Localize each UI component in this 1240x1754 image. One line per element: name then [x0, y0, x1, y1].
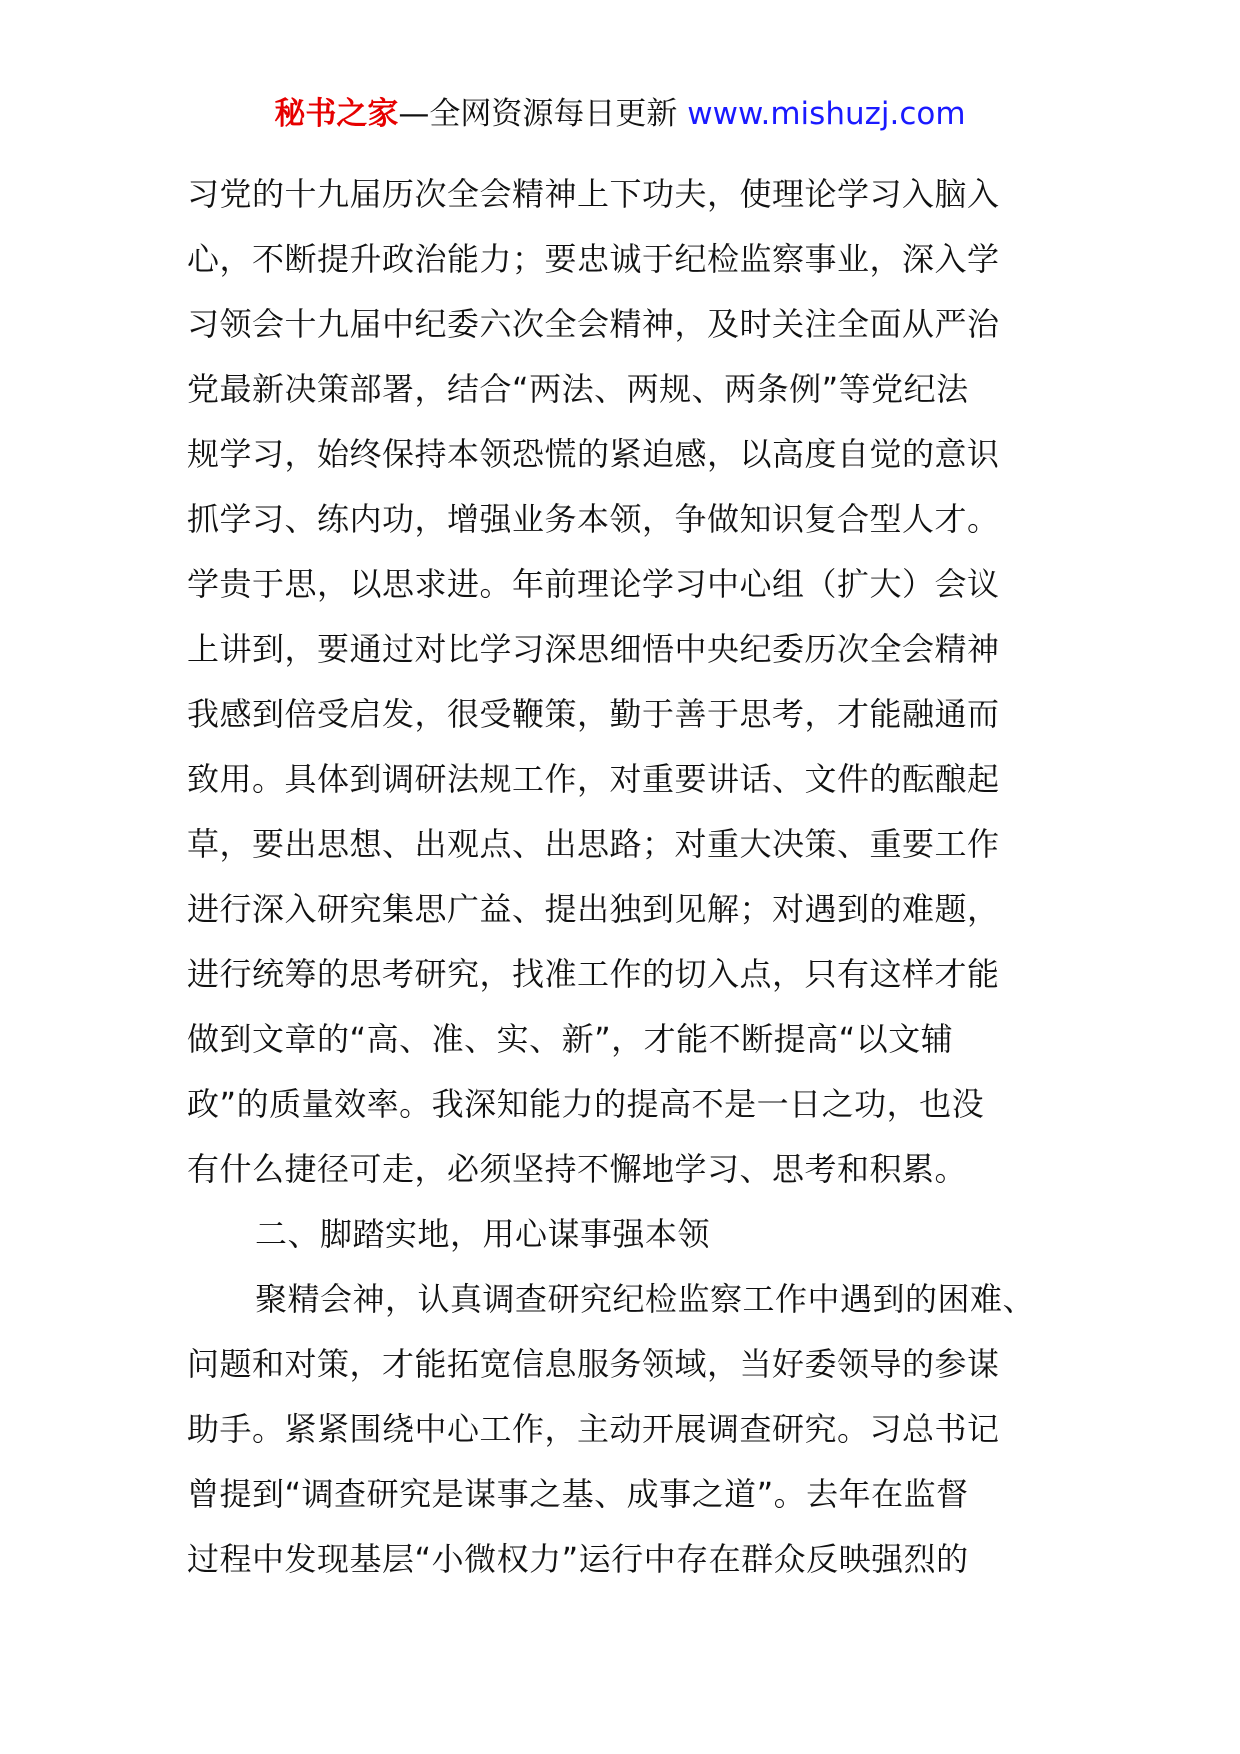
- text-line: 习党的十九届历次全会精神上下功夫，使理论学习入脑入: [187, 175, 1000, 213]
- text-line: 上讲到，要通过对比学习深思细悟中央纪委历次全会精神: [187, 630, 1000, 668]
- text-line: 草，要出思想、出观点、出思路；对重大决策、重要工作: [187, 825, 1000, 863]
- text-line: 我感到倍受启发，很受鞭策，勤于善于思考，才能融通而: [187, 695, 1000, 733]
- text-line: 进行深入研究集思广益、提出独到见解；对遇到的难题，: [187, 890, 1000, 928]
- text-line: 政”的质量效率。我深知能力的提高不是一日之功，也没: [187, 1085, 985, 1123]
- text-line: 抓学习、练内功，增强业务本领，争做知识复合型人才。: [187, 500, 1000, 538]
- document-body: [187, 162, 1067, 1592]
- paragraph-first-line: 聚精会神，认真调查研究纪检监察工作中遇到的困难、: [255, 1280, 1036, 1318]
- text-line: 学贵于思，以思求进。年前理论学习中心组（扩大）会议: [187, 565, 1000, 603]
- text-line: 进行统筹的思考研究，找准工作的切入点，只有这样才能: [187, 955, 1000, 993]
- site-header: [0, 92, 1240, 136]
- text-line: 致用。具体到调研法规工作，对重要讲话、文件的酝酿起: [187, 760, 1000, 798]
- text-line: 党最新决策部署，结合“两法、两规、两条例”等党纪法: [187, 370, 969, 408]
- text-line: 习领会十九届中纪委六次全会精神，及时关注全面从严治: [187, 305, 1000, 343]
- text-line: 心，不断提升政治能力；要忠诚于纪检监察事业，深入学: [187, 240, 1000, 278]
- site-brand: 秘书之家: [274, 96, 399, 132]
- text-line: 规学习，始终保持本领恐慌的紧迫感，以高度自觉的意识: [187, 435, 1000, 473]
- site-url-link[interactable]: www.mishuzj.com: [687, 96, 966, 132]
- text-line: 做到文章的“高、准、实、新”，才能不断提高“以文辅: [187, 1020, 954, 1058]
- text-line: 问题和对策，才能拓宽信息服务领域，当好委领导的参谋: [187, 1345, 1000, 1383]
- text-line: 有什么捷径可走，必须坚持不懈地学习、思考和积累。: [187, 1150, 968, 1188]
- site-slogan: —全网资源每日更新: [398, 96, 688, 132]
- section-heading: 二、脚踏实地，用心谋事强本领: [255, 1215, 711, 1253]
- text-line: 曾提到“调查研究是谋事之基、成事之道”。去年在监督: [187, 1475, 969, 1513]
- text-line: 过程中发现基层“小微权力”运行中存在群众反映强烈的: [187, 1540, 969, 1578]
- text-line: 助手。紧紧围绕中心工作，主动开展调查研究。习总书记: [187, 1410, 1000, 1448]
